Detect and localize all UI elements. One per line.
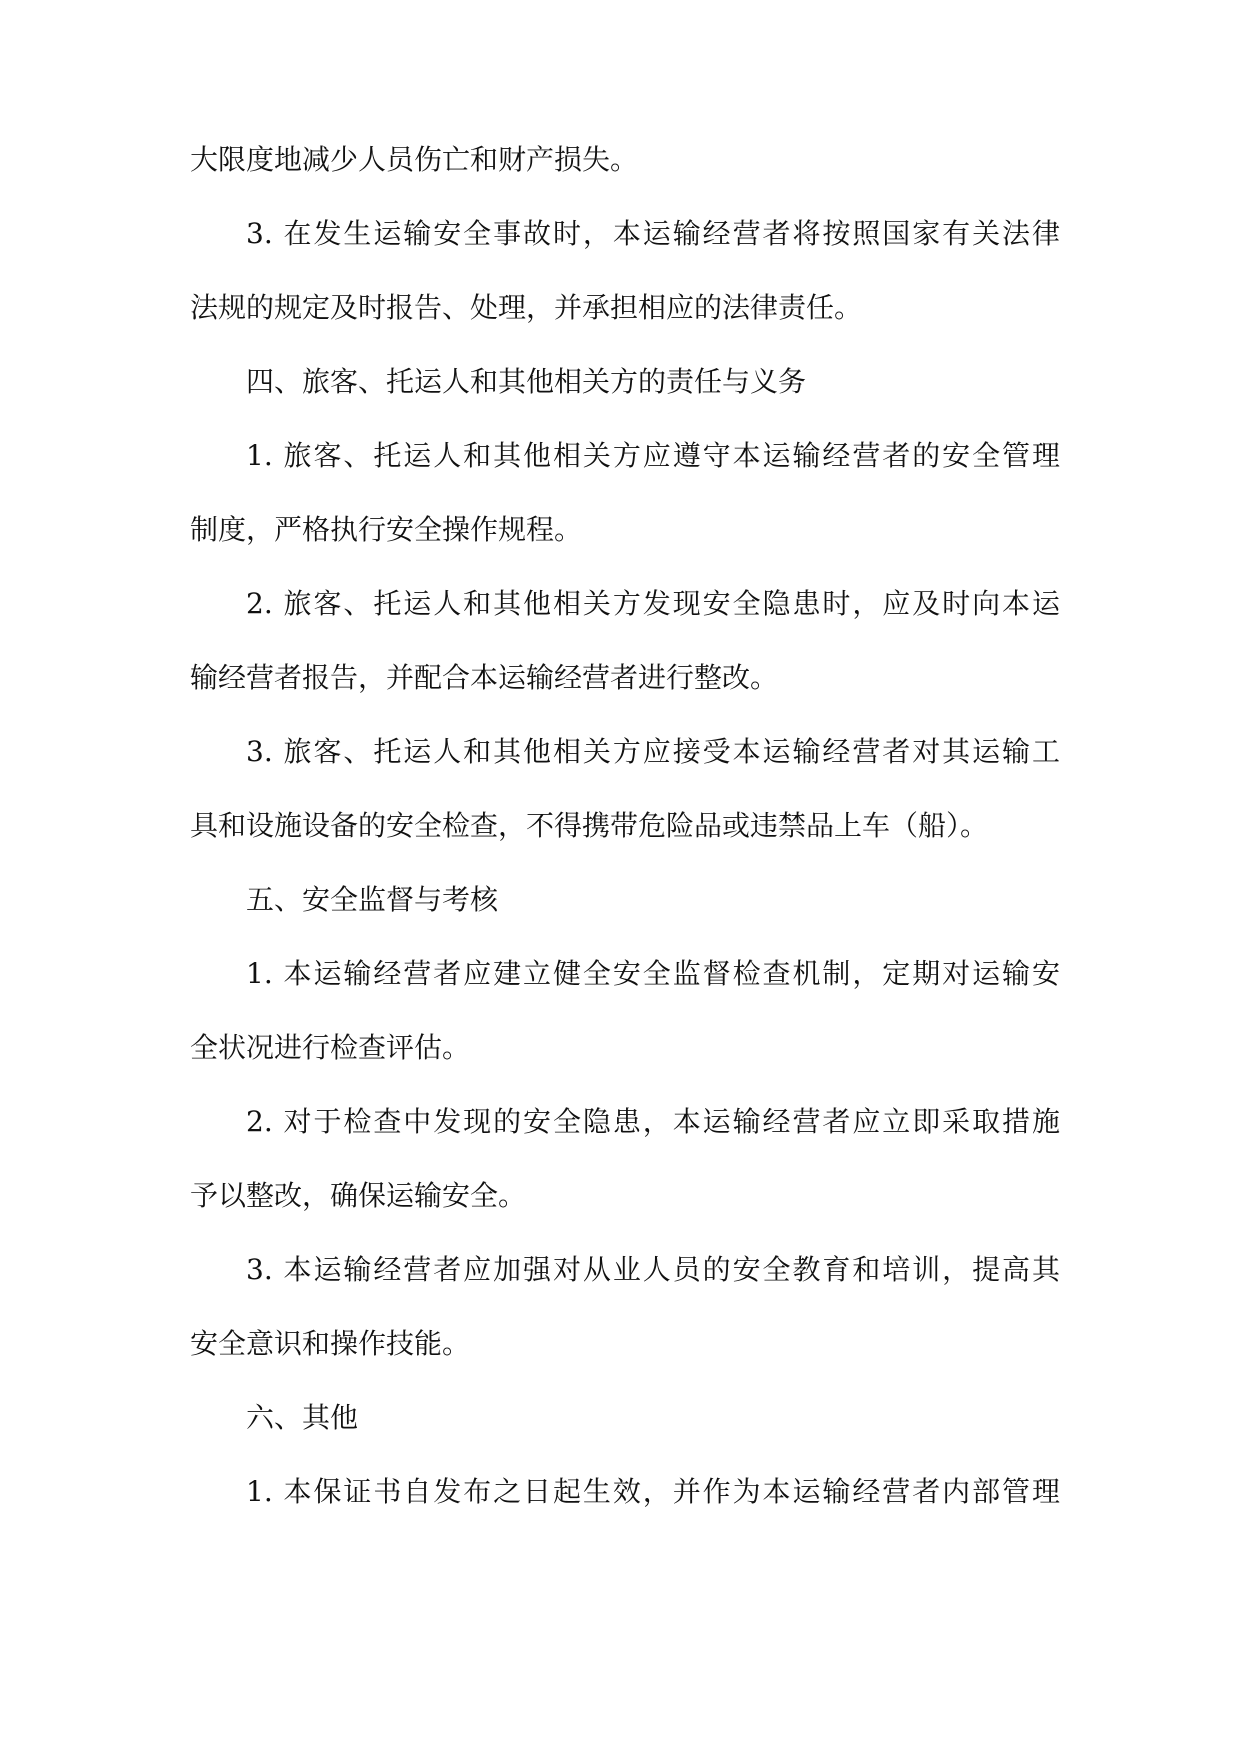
document-body bbox=[190, 145, 1060, 1551]
text-line: 1. 本运输经营者应建立健全安全监督检查机制，定期对运输安 bbox=[246, 957, 1060, 990]
text-line: 3. 旅客、托运人和其他相关方应接受本运输经营者对其运输工 bbox=[246, 735, 1060, 768]
text-line: 1. 本保证书自发布之日起生效，并作为本运输经营者内部管理 bbox=[246, 1475, 1060, 1508]
section-heading: 六、其他 bbox=[246, 1401, 359, 1434]
text-line: 安全意识和操作技能。 bbox=[190, 1327, 471, 1360]
text-line: 予以整改，确保运输安全。 bbox=[190, 1179, 527, 1212]
text-line: 大限度地减少人员伤亡和财产损失。 bbox=[190, 143, 639, 176]
text-line: 制度，严格执行安全操作规程。 bbox=[190, 513, 583, 546]
text-line: 输经营者报告，并配合本运输经营者进行整改。 bbox=[190, 661, 779, 694]
text-line: 具和设施设备的安全检查，不得携带危险品或违禁品上车（船）。 bbox=[190, 809, 989, 842]
section-heading: 四、旅客、托运人和其他相关方的责任与义务 bbox=[246, 365, 807, 398]
text-line: 2. 旅客、托运人和其他相关方发现安全隐患时，应及时向本运 bbox=[246, 587, 1060, 620]
text-line: 2. 对于检查中发现的安全隐患，本运输经营者应立即采取措施 bbox=[246, 1105, 1060, 1138]
text-line: 法规的规定及时报告、处理，并承担相应的法律责任。 bbox=[190, 291, 863, 324]
text-line: 3. 在发生运输安全事故时，本运输经营者将按照国家有关法律 bbox=[246, 217, 1060, 250]
text-line: 1. 旅客、托运人和其他相关方应遵守本运输经营者的安全管理 bbox=[246, 439, 1060, 472]
section-heading: 五、安全监督与考核 bbox=[246, 883, 499, 916]
text-line: 3. 本运输经营者应加强对从业人员的安全教育和培训，提高其 bbox=[246, 1253, 1060, 1286]
text-line: 全状况进行检查评估。 bbox=[190, 1031, 471, 1064]
